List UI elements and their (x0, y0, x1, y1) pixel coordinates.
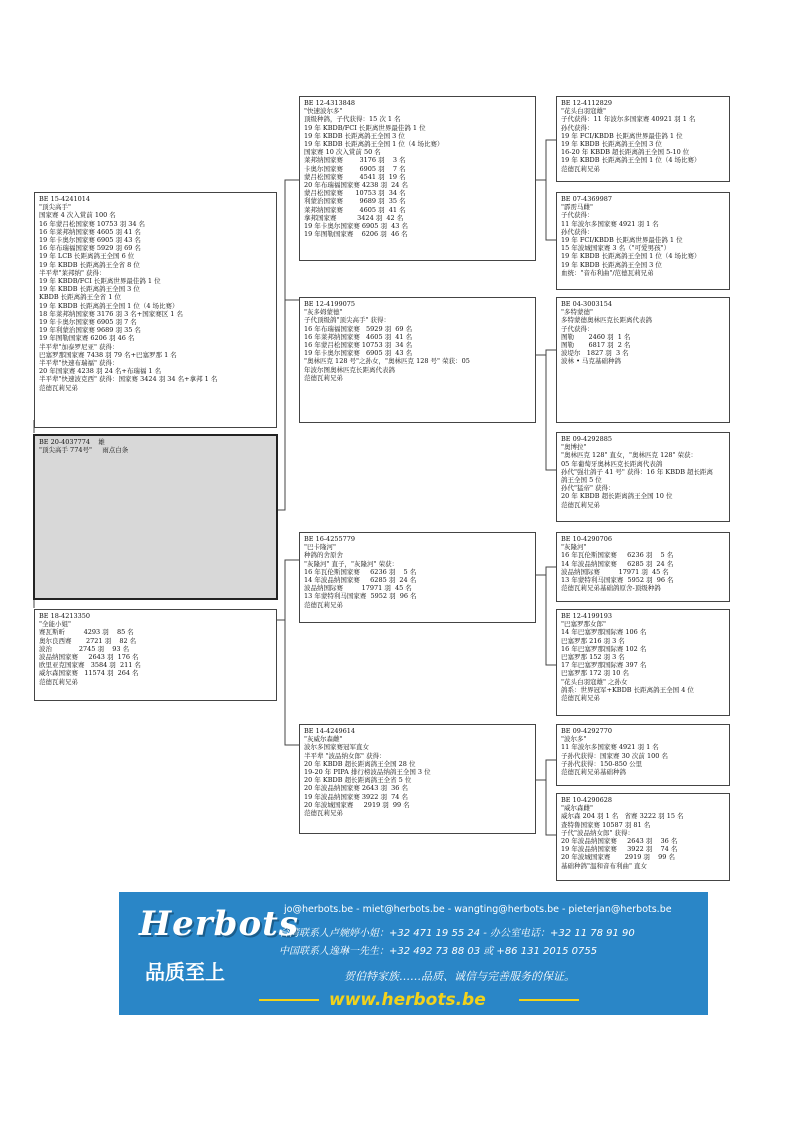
pedigree-line: 巴塞罗那 216 羽 3 名 (561, 636, 625, 645)
sire-sire-lines (304, 99, 531, 238)
pedigree-line: 半平辈"快速布瑞福" 获得： (39, 359, 119, 368)
pedigree-line: KBDB 长距离鸽王全省 1 位 (39, 293, 121, 302)
pedigree-line: 20 年国家赛 4238 羽 24 名+布瑞福 1 名 (39, 367, 162, 376)
pedigree-line: "花头白羽寇雄" (561, 107, 606, 116)
pedigree-line: BE 12-4313848 (304, 99, 356, 107)
pedigree-line: "霹雳马雌" (561, 203, 593, 212)
pedigree-line: BE 04-3003154 (561, 300, 613, 308)
pedigree-line: "灰多姆蒙德" (304, 308, 343, 317)
pedigree-line: 孙代"强壮鸽子 41 号" 获得：16 年 KBDB 超长距离 (561, 467, 714, 476)
pedigree-line: 子孙代获得：150-850 公里 (561, 759, 643, 768)
sire-box (34, 192, 277, 428)
pedigree-line: 子代顶级鸽"顶尖高手" 获得： (304, 316, 391, 325)
ssd-box (556, 192, 730, 290)
pedigree-line: 19 年 KBDB 长距离鸽王全省 8 位 (39, 260, 140, 269)
pedigree-line: 范德瓦莉兄弟 (39, 677, 78, 686)
pedigree-line: BE 12-4112829 (561, 99, 613, 107)
pedigree-line: 19 年卡奥尔国家赛 6905 羽 7 名 (39, 318, 137, 327)
pedigree-line: 血统："音布利曲"/范德瓦莉兄弟 (561, 268, 654, 277)
herbots-logo: Herbots (139, 904, 299, 944)
pedigree-line: 赛瓦斯昕 4293 羽 85 名 (39, 628, 134, 637)
pedigree-line: 05 年葡萄牙奥林匹克长距离代表鸽 (561, 459, 663, 468)
pedigree-line: 图勒 2460 羽 1 名 (561, 332, 631, 341)
pedigree-line: 13 年蒙特利马国家赛 5952 羽 96 名 (304, 592, 417, 601)
pedigree-line: "顶尖高手" (39, 203, 71, 212)
pedigree-line: 16 年莱邦纳国家赛 4605 羽 41 名 (39, 227, 141, 236)
pedigree-line: 11 年波尔多国家赛 4921 羽 1 名 (561, 743, 659, 752)
sire-sire-box (299, 96, 536, 261)
pedigree-line: 16 年瓦伦斯国家赛 6236 羽 5 名 (304, 567, 417, 576)
pedigree-line: 范德瓦莉兄弟 (39, 383, 78, 392)
pedigree-line: 蒙吕松国家赛 4541 羽 19 名 (304, 172, 406, 181)
pedigree-line: 半平辈 "波品纳女郎" 获得： (304, 751, 386, 760)
pedigree-line: BE 15-4241014 (39, 195, 91, 203)
sss-box (556, 96, 730, 182)
pedigree-line: 鸽王全国 5 位 (561, 476, 602, 485)
pedigree-line: 16 年巴塞罗那国际赛 102 名 (561, 644, 647, 653)
pedigree-line: 16 年莱邦纳国家赛 4605 羽 41 名 (304, 332, 413, 341)
sss-lines (561, 99, 725, 173)
ssd-lines (561, 195, 725, 277)
pedigree-line: 莱邦纳国家赛 3176 羽 3 名 (304, 156, 406, 165)
sdd-box (556, 432, 730, 522)
pedigree-line: "灰威尔森雌" (304, 735, 343, 744)
pedigree-line: 19 年卡奥尔国家赛 6905 羽 43 名 (304, 349, 413, 358)
pedigree-line: 19 年图勒国家赛 6206 羽 46 名 (304, 230, 408, 239)
dsd-lines (561, 612, 725, 702)
pedigree-line: 莱邦纳国家赛 4605 羽 41 名 (304, 205, 406, 214)
pedigree-line: 16-20 年 KBDB 超长距离鸽王全国 5-10 位 (561, 148, 690, 157)
banner-slogan: 品质至上 (145, 960, 225, 984)
pedigree-line: 范德瓦莉兄弟 (561, 694, 600, 703)
dsd-box (556, 609, 730, 716)
pedigree-line: 19 年 LCB 长距离鸽王全国 6 位 (39, 252, 135, 261)
pedigree-line: "快速波尔多" (304, 107, 343, 116)
pedigree-line: 19 年 KBDB 长距离鸽王全国 3 位 (304, 131, 405, 140)
pedigree-line: 波品纳国家赛 2643 羽 176 名 (39, 653, 139, 662)
sire-lines (39, 195, 272, 392)
pedigree-line: 19 年 KBDB 长距离鸽王全国 1 位（4 场比赛） (39, 301, 179, 310)
pedigree-line: 巴塞罗那 172 羽 10 名 (561, 669, 629, 678)
pedigree-line: 基础种鸽"温和音布利曲" 直女 (561, 861, 648, 870)
dam-sire-lines (304, 535, 531, 609)
pedigree-line: 威尔森国家赛 11574 羽 264 名 (39, 669, 139, 678)
pedigree-line: 利蒙治国家赛 9689 羽 35 名 (304, 197, 406, 206)
pedigree-line: 19 年利蒙治国家赛 9689 羽 35 名 (39, 326, 141, 335)
pedigree-line: BE 09-4292885 (561, 435, 613, 443)
pedigree-line: 子代获得： (561, 211, 594, 220)
pedigree-line: 顶级种鸽，子代获得：15 次 1 名 (304, 115, 401, 124)
pedigree-line: 19 年 FCI/KBDB 长距离世界最佳鸽 1 位 (561, 236, 683, 245)
pedigree-line: 20 年 KBDB 超长距离鸽王全国 28 位 (304, 759, 416, 768)
pedigree-line: BE 16-4255779 (304, 535, 356, 543)
pedigree-line: "花头白羽寇雄" 之孙女 (561, 677, 628, 686)
pedigree-line: "多特蒙德" (561, 308, 593, 317)
pedigree-line: 波林 • 马克基础种鸽 (561, 357, 621, 366)
pedigree-line: BE 10-4290706 (561, 535, 613, 543)
dam-dam-lines (304, 727, 531, 817)
subject-title: BE 20-4037774 雄 "顶尖高手 774号" 雨点白条 (39, 438, 129, 455)
pedigree-line: 19 年卡奥尔国家赛 6905 羽 43 名 (304, 222, 408, 231)
pedigree-line: 16 年布瑞福国家赛 5929 羽 69 名 (304, 324, 413, 333)
sire-dam-lines (304, 300, 531, 382)
pedigree-line: BE 07-4369987 (561, 195, 613, 203)
pedigree-line: 20 年 KBDB 超长距离鸽王全省 5 位 (304, 776, 412, 785)
banner-emails[interactable]: jo@herbots.be - miet@herbots.be - wangting@herbots.be - pieterjan@herbots.be (284, 904, 672, 915)
pedigree-line: 拿邦国家赛 3424 羽 42 名 (304, 213, 404, 222)
pedigree-line: 16 年布瑞福国家赛 5929 羽 69 名 (39, 244, 141, 253)
pedigree-line: 子代获得：11 年波尔多国家赛 40921 羽 1 名 (561, 115, 696, 124)
pedigree-line: 20 年 KBDB 超长距离鸽王全国 10 位 (561, 492, 673, 501)
pedigree-line: 19 年 KBDB/FCI 长距离世界最佳鸽 1 位 (304, 123, 426, 132)
pedigree-line: 20 年波城国家赛 2919 羽 99 名 (304, 800, 410, 809)
pedigree-line: 19 年 KBDB 长距离鸽王全国 1 位（4 场比赛） (561, 156, 701, 165)
pedigree-line: 范德瓦莉兄弟基础鸽原舍-顶级种鸽 (561, 584, 661, 593)
pedigree-line: 20 年波城国家赛 2919 羽 99 名 (561, 853, 676, 862)
pedigree-line: 19-20 年 PIPA 排行榜波品纳鸽王全国 3 位 (304, 768, 431, 777)
pedigree-line: 孙代"猛帝" 获得： (561, 484, 615, 493)
pedigree-line: 19 年 KBDB/FCI 长距离世界最佳鸽 1 位 (39, 277, 161, 286)
pedigree-line: 19 年 KBDB 长距离鸽王全国 1 位（4 场比赛） (561, 252, 701, 261)
banner-china-contact: 中国联系人逸琳一先生：+32 492 73 88 03 或 +86 131 2015 0755 (279, 946, 598, 957)
pedigree-line: 鸽系：世界冠军+KBDB 长距离鸽王全国 4 位 (561, 685, 694, 694)
pedigree-line: 多特蒙德奥林匹克长距离代表鸽 (561, 316, 652, 325)
pedigree-line: 范德瓦莉兄弟 (304, 809, 343, 818)
pedigree-line: "巴塞罗那女郎" (561, 620, 606, 629)
pedigree-line: 半平辈"莱邦纳" 获得： (39, 268, 106, 277)
pedigree-line: 卡奥尔国家赛 6905 羽 7 名 (304, 164, 406, 173)
pedigree-line: 19 年 FCI/KBDB 长距离世界最佳鸽 1 位 (561, 131, 683, 140)
dam-lines (39, 612, 272, 686)
pedigree-line: 19 年 KBDB 长距离鸽王全国 3 位 (561, 260, 662, 269)
pedigree-line: 14 年巴塞罗那国际赛 106 名 (561, 628, 647, 637)
pedigree-line: "奥博拉" (561, 443, 587, 452)
pedigree-line: 欧里亚克国家赛 3584 羽 211 名 (39, 661, 141, 670)
pedigree-line: 20 年波品纳国家赛 2643 羽 36 名 (304, 784, 408, 793)
pedigree-line: 威尔森 204 羽 1 名 省赛 3222 羽 15 名 (561, 812, 684, 821)
sds-lines (561, 300, 725, 366)
pedigree-line: 范德瓦莉兄弟 (561, 164, 600, 173)
pedigree-line: 范德瓦莉兄弟基础种鸽 (561, 768, 626, 777)
dds-box (556, 724, 730, 786)
pedigree-line: BE 12-4199193 (561, 612, 613, 620)
pedigree-line: 19 年波品纳国家赛 3922 羽 74 名 (304, 792, 408, 801)
dss-box (556, 532, 730, 602)
pedigree-line: 奥尔良西赛 2721 羽 82 名 (39, 636, 137, 645)
pedigree-line: 14 年波品纳国家赛 6285 羽 24 名 (561, 559, 674, 568)
pedigree-line: 14 年波品纳国家赛 6285 羽 24 名 (304, 576, 417, 585)
subject-box (33, 434, 278, 600)
pedigree-line: 19 年 KBDB 长距离鸽王全国 3 位 (39, 285, 140, 294)
pedigree-line: 图勒 6817 羽 2 名 (561, 341, 631, 350)
dds-lines (561, 727, 725, 776)
pedigree-line: 20 年波品纳国家赛 2643 羽 36 名 (561, 837, 678, 846)
pedigree-line: "灰隆河" (561, 543, 587, 552)
pedigree-line: 波堤尔 1827 羽 3 名 (561, 349, 629, 358)
pedigree-line: 范德瓦莉兄弟 (561, 500, 600, 509)
pedigree-line: 16 年蒙吕松国家赛 10753 羽 34 名 (304, 341, 413, 350)
pedigree-line: BE 09-4292770 (561, 727, 613, 735)
pedigree-line: 巴塞罗那国家赛 7438 羽 79 名+巴塞罗那 1 名 (39, 350, 177, 359)
pedigree-line: 波品纳国际赛 17971 羽 45 名 (561, 567, 669, 576)
pedigree-line: 孙代获得： (561, 227, 594, 236)
pedigree-line: "威尔森雌" (561, 804, 593, 813)
sire-dam-box (299, 297, 536, 423)
divider-right (519, 999, 579, 1001)
dss-lines (561, 535, 725, 592)
banner-taiwan-contact: 台湾联系人卢婉婷小姐：+32 471 19 55 24 - 办公室电话：+32 11 78 91 90 (279, 928, 635, 939)
pedigree-line: 波尔多国家赛冠军直女 (304, 743, 369, 752)
sdd-lines (561, 435, 725, 509)
pedigree-line: 范德瓦莉兄弟 (304, 600, 343, 609)
banner-motto: 贺伯特家族……品质、诚信与完善服务的保证。 (344, 970, 575, 983)
pedigree-line: 子代获得： (561, 324, 594, 333)
pedigree-line: 波品纳国际赛 17971 羽 45 名 (304, 584, 412, 593)
pedigree-line: 半平辈"加泰罗尼亚" 获得： (39, 342, 119, 351)
dam-box (34, 609, 277, 701)
pedigree-line: 巴塞罗那 152 羽 3 名 (561, 653, 625, 662)
pedigree-line: 国家赛 10 次入赏前 50 名 (304, 148, 381, 157)
pedigree-line: 蒙吕松国家赛 10753 羽 34 名 (304, 189, 406, 198)
pedigree-line: 半平辈"快速波克西" 获得：国家赛 3424 羽 34 名+拿邦 1 名 (39, 375, 218, 384)
pedigree-line: 19 年 KBDB 长距离鸽王全国 1 位（4 场比赛） (304, 140, 444, 149)
ddd-box (556, 793, 730, 881)
pedigree-line: BE 14-4249614 (304, 727, 356, 735)
pedigree-line: 波治 2745 羽 93 名 (39, 644, 130, 653)
pedigree-line: 查特鲁国家赛 10587 羽 81 名 (561, 820, 651, 829)
pedigree-line: BE 12-4199075 (304, 300, 356, 308)
pedigree-line: 11 年波尔多国家赛 4921 羽 1 名 (561, 219, 659, 228)
dam-sire-box (299, 532, 536, 623)
pedigree-line: 18 年莱邦纳国家赛 3176 羽 3 名+国家赛区 1 名 (39, 309, 183, 318)
pedigree-line: 16 年蒙吕松国家赛 10753 羽 34 名 (39, 219, 146, 228)
pedigree-line: 13 年蒙特利马国家赛 5952 羽 96 名 (561, 576, 674, 585)
pedigree-line: 国家赛 4 次入赏前 100 名 (39, 211, 116, 220)
pedigree-line: 19 年波品纳国家赛 3922 羽 74 名 (561, 845, 678, 854)
pedigree-line: 种鸽的舍原舍 (304, 551, 343, 560)
pedigree-line: "灰隆河" 直子，"灰隆河" 荣获： (304, 559, 399, 568)
pedigree-line: BE 18-4213350 (39, 612, 91, 620)
pedigree-line: "巴卡隆河" (304, 543, 336, 552)
pedigree-line: "波尔多" (561, 735, 587, 744)
pedigree-line: 16 年瓦伦斯国家赛 6236 羽 5 名 (561, 551, 674, 560)
pedigree-line: 孙代获得： (561, 123, 594, 132)
pedigree-line: 范德瓦莉兄弟 (304, 373, 343, 382)
pedigree-line: "奥林匹克 128 号"之孙女，"奥林匹克 128 号" 荣获：05 (304, 357, 470, 366)
pedigree-line: "全能小姐" (39, 620, 71, 629)
pedigree-line: BE 10-4290628 (561, 796, 613, 804)
pedigree-line: 子代"波品纳女郎" 获得： (561, 828, 635, 837)
ddd-lines (561, 796, 725, 870)
pedigree-line: 20 年布瑞福国家赛 4238 羽 24 名 (304, 181, 408, 190)
pedigree-line: 15 年波城国家赛 3 名（"可爱男孩"） (561, 244, 671, 253)
dam-dam-box (299, 724, 536, 834)
pedigree-line: 19 年卡奥尔国家赛 6905 羽 43 名 (39, 236, 141, 245)
pedigree-line: 年波尔图奥林匹克长距离代表鸽 (304, 365, 395, 374)
pedigree-line: 子孙代获得：国家赛 30 次前 100 名 (561, 751, 668, 760)
pedigree-line: "奥林匹克 128" 直女，"奥林匹克 128" 荣获： (561, 451, 698, 460)
pedigree-line: 17 年巴塞罗那国际赛 397 名 (561, 661, 647, 670)
divider-left (259, 999, 319, 1001)
sds-box (556, 297, 730, 423)
pedigree-line: 19 年图勒国家赛 6206 羽 46 名 (39, 334, 135, 343)
pedigree-line: 19 年 KBDB 长距离鸽王全国 3 位 (561, 140, 662, 149)
herbots-banner (119, 892, 708, 1015)
banner-website[interactable]: www.herbots.be (329, 990, 486, 1010)
